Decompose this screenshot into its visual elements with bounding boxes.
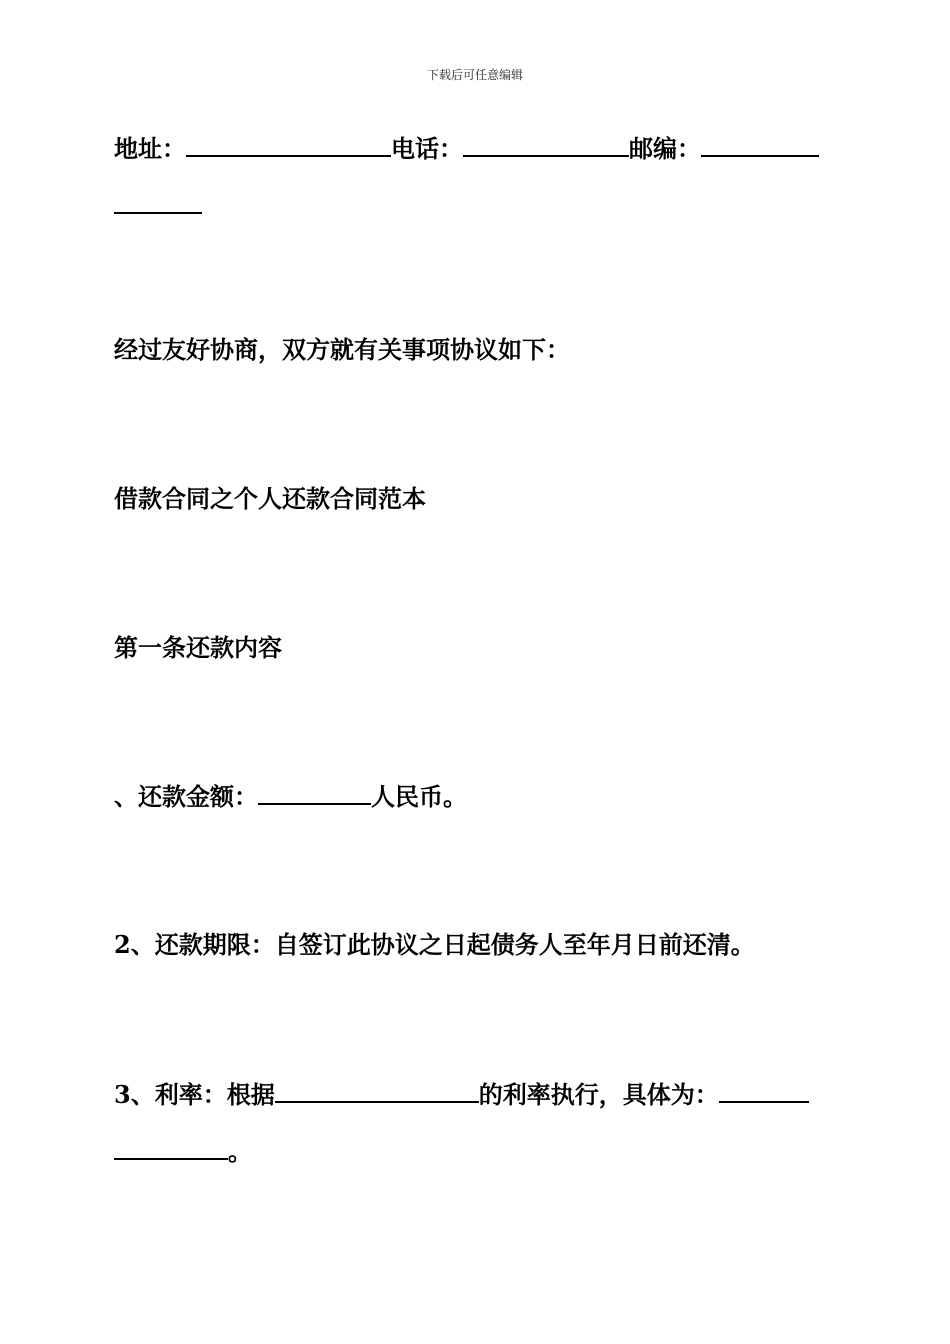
address-label: 地址： xyxy=(114,134,186,163)
item-1-repayment-amount xyxy=(114,768,840,825)
item-1-suffix: 人民币。 xyxy=(371,782,467,811)
rate-basis-blank[interactable] xyxy=(275,1081,479,1103)
document-title: 借款合同之个人还款合同范本 xyxy=(114,484,426,513)
item-3-suffix: 。 xyxy=(228,1137,252,1166)
postcode-label: 邮编： xyxy=(629,134,701,163)
rate-detail-blank-continued[interactable] xyxy=(114,1138,228,1160)
address-blank[interactable] xyxy=(186,135,391,157)
amount-blank[interactable] xyxy=(258,783,371,805)
postcode-blank-continued[interactable] xyxy=(114,192,202,214)
item-1-prefix: 、还款金额： xyxy=(114,782,258,811)
postcode-blank[interactable] xyxy=(701,135,819,157)
rate-detail-blank[interactable] xyxy=(719,1081,809,1103)
intro-paragraph: 经过友好协商，双方就有关事项协议如下： xyxy=(114,335,570,364)
postcode-continuation xyxy=(114,177,840,234)
item-3-prefix: 3、利率：根据 xyxy=(114,1080,275,1109)
article-1-heading: 第一条还款内容 xyxy=(114,633,282,662)
phone-label: 电话： xyxy=(391,134,463,163)
rate-detail-continuation xyxy=(114,1123,840,1180)
contact-line xyxy=(114,120,840,234)
phone-blank[interactable] xyxy=(463,135,629,157)
item-3-interest-rate xyxy=(114,1066,840,1180)
item-3-middle: 的利率执行，具体为： xyxy=(478,1080,719,1109)
header-note: 下载后可任意编辑 xyxy=(426,68,523,82)
item-2-repayment-term: 2、还款期限：自签订此协议之日起债务人至年月日前还清。 xyxy=(114,930,755,959)
